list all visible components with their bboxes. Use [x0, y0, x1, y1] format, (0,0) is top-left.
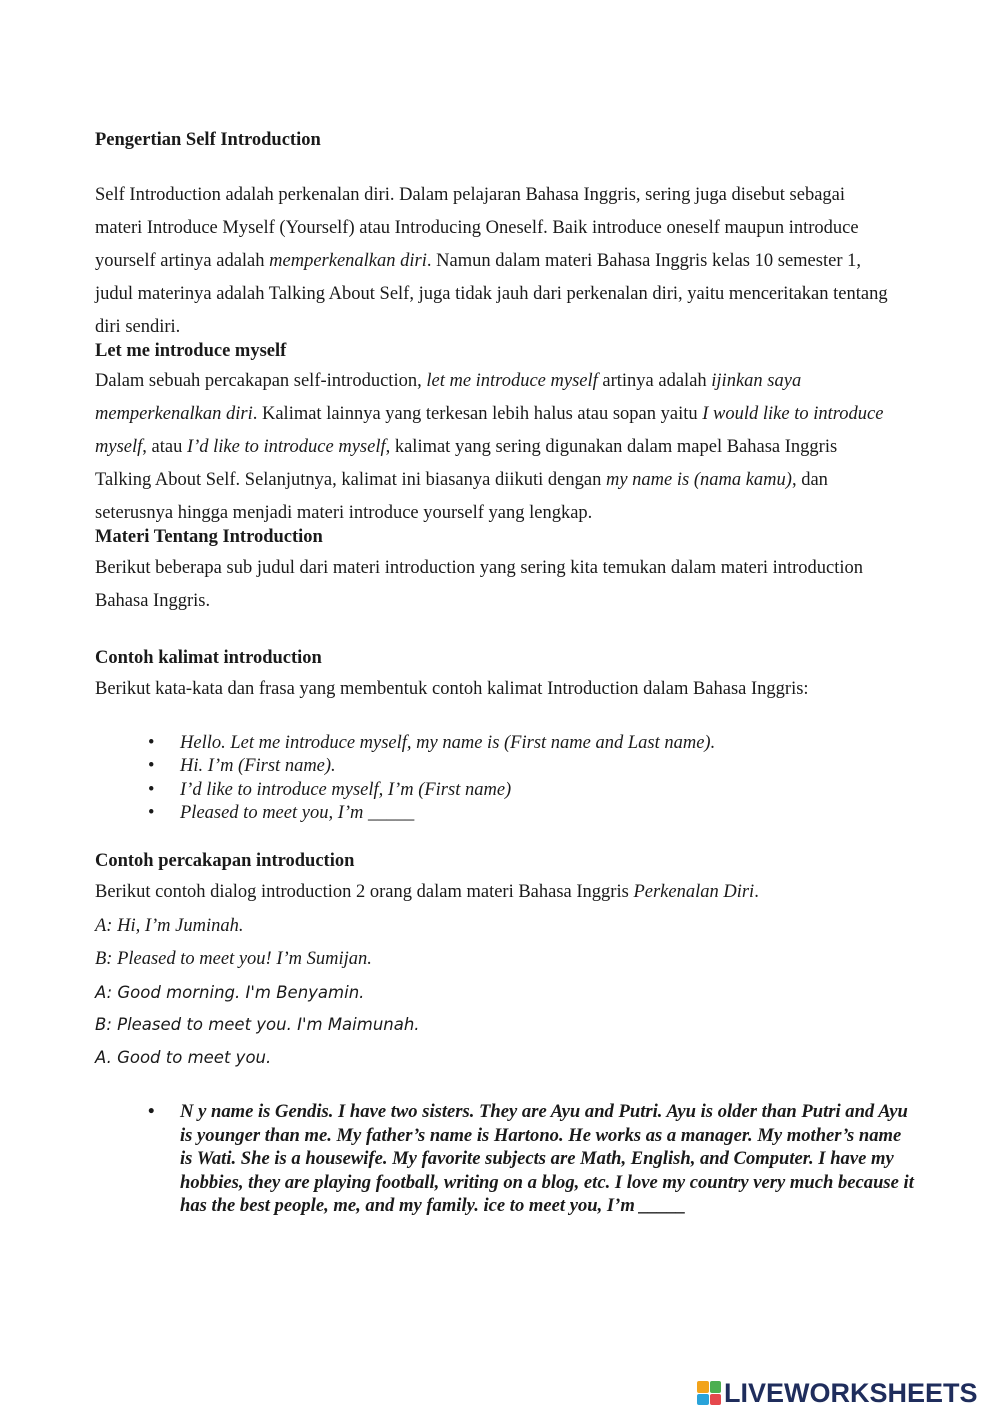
- paragraph-let-me-introduce: Dalam sebuah percakapan self-introduction, let me introduce myself artinya adalah ijinkan saya memperkenalkan diri. Kalimat lainnya yang terkesan lebih halus atau sopan yaitu I would like to introduce myself, atau I’d like to introduce myself, kalimat yang sering digunakan dalam mapel Bahasa Inggris Talking About Self. Selanjutnya, kalimat ini biasanya diikuti dengan my name is (nama kamu), dan seterusnya hingga menjadi materi introduce yourself yang lengkap.: [95, 371, 884, 523]
- liveworksheets-mark-icon: [697, 1381, 721, 1405]
- phrase-list: [95, 732, 915, 825]
- list-item: • N y name is Gendis. I have two sisters. They are Ayu and Putri. Ayu is older than Putri and Ayu is younger than me. My father’s name is Hartono. He works as a manager. My mother’s name is Wati. She is a housewife. My favorite subjects are Math, English, and Computer. I have my hobbies, they are playing football, writing on a blog, etc. I love my country very much because it has the best people, me, and my family. ice to meet you, I’m _____: [148, 1101, 914, 1217]
- liveworksheets-logo: [697, 1378, 978, 1408]
- heading-materi-tentang: Materi Tentang Introduction: [95, 527, 323, 547]
- heading-pengertian: Pengertian Self Introduction: [95, 130, 321, 150]
- dialog-line: A: Hi, I’m Juminah.: [95, 916, 244, 936]
- logo-square-blue: [697, 1394, 709, 1406]
- heading-let-me-introduce: Let me introduce myself: [95, 341, 287, 361]
- logo-square-orange: [697, 1381, 709, 1393]
- heading-contoh-kalimat: Contoh kalimat introduction: [95, 648, 322, 668]
- list-item: • I’d like to introduce myself, I’m (First name): [95, 779, 915, 802]
- list-item: • Hi. I’m (First name).: [95, 755, 915, 778]
- bullet-icon: •: [148, 779, 155, 800]
- bullet-icon: •: [148, 756, 155, 777]
- bullet-icon: •: [148, 1101, 155, 1122]
- paragraph-materi-tentang: Berikut beberapa sub judul dari materi introduction yang sering kita temukan dalam materi introduction Bahasa Inggris.: [95, 558, 864, 611]
- paragraph-contoh-kalimat: Berikut kata-kata dan frasa yang membentuk contoh kalimat Introduction dalam Bahasa Inggris:: [95, 679, 809, 699]
- dialog-line: A: Good morning. I'm Benyamin.: [95, 983, 365, 1002]
- paragraph-pengertian: Self Introduction adalah perkenalan diri. Dalam pelajaran Bahasa Inggris, sering juga disebut sebagai materi Introduce Myself (Yourself) atau Introducing Oneself. Baik introduce oneself maupun introduce yourself artinya adalah memperkenalkan diri. Namun dalam materi Bahasa Inggris kelas 10 semester 1, judul materinya adalah Talking About Self, juga tidak jauh dari perkenalan diri, yaitu menceritakan tentang diri sendiri.: [95, 185, 888, 337]
- bullet-icon: •: [148, 802, 155, 823]
- logo-text: LIVEWORKSHEETS: [724, 1377, 978, 1408]
- dialog-line: A. Good to meet you.: [95, 1048, 272, 1067]
- self-intro-example-list: [95, 1100, 915, 1218]
- list-item: • Hello. Let me introduce myself, my name is (First name and Last name).: [95, 732, 915, 755]
- logo-square-red: [710, 1394, 722, 1406]
- bullet-icon: •: [148, 733, 155, 753]
- dialog-line: B: Pleased to meet you. I'm Maimunah.: [95, 1015, 420, 1034]
- list-item: • Pleased to meet you, I’m _____: [95, 802, 915, 825]
- paragraph-contoh-percakapan: Berikut contoh dialog introduction 2 orang dalam materi Bahasa Inggris Perkenalan Diri.: [95, 882, 759, 902]
- heading-contoh-percakapan: Contoh percakapan introduction: [95, 851, 355, 871]
- dialog-line: B: Pleased to meet you! I’m Sumijan.: [95, 949, 372, 969]
- logo-square-green: [710, 1381, 722, 1393]
